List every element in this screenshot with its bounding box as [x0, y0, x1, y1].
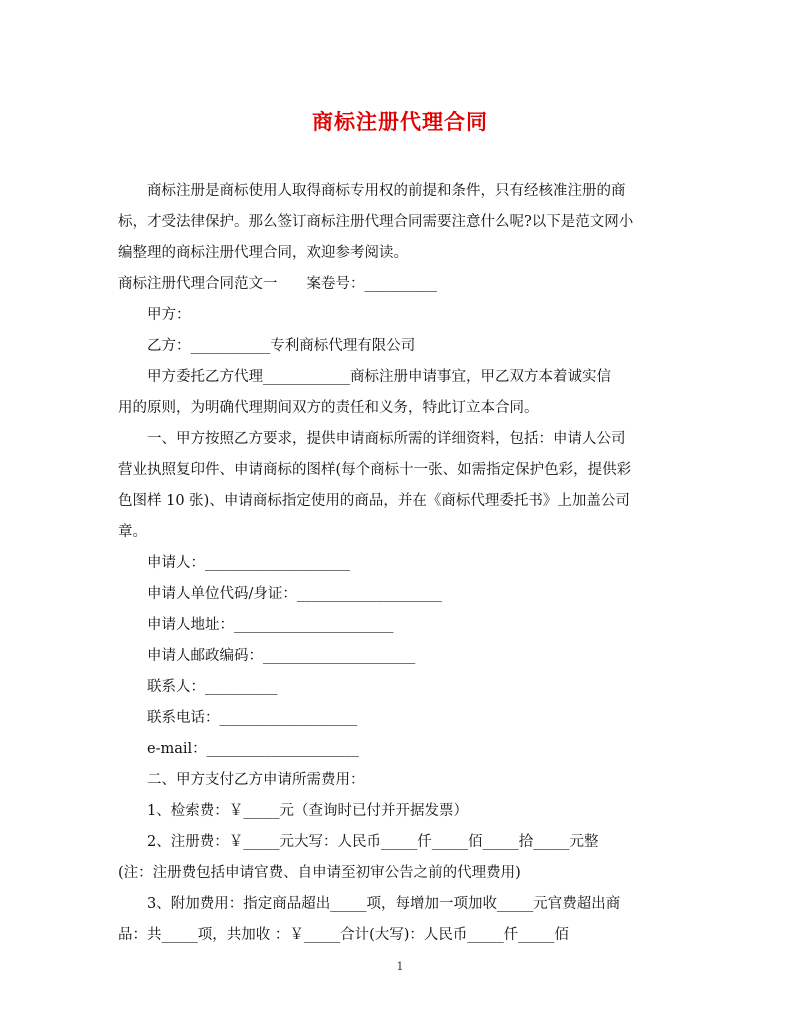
paragraph-line: 一、甲方按照乙方要求，提供申请商标所需的详细资料，包括：申请人公司	[147, 431, 626, 447]
paragraph-line: 申请人：____________________	[147, 555, 350, 571]
paragraph-line: (注：注册费包括申请官费、自申请至初审公告之前的代理费用)	[118, 865, 521, 881]
paragraph-line: 申请人地址：______________________	[147, 617, 394, 633]
paragraph-line: e-mail：_____________________	[147, 741, 359, 757]
paragraph-line: 品：共_____项，共加收 ：￥_____合计(大写)：人民币_____仟_____佰	[118, 927, 569, 943]
paragraph-line: 二、甲方支付乙方申请所需费用：	[147, 772, 365, 788]
paragraph-line: 色图样 10 张)、申请商标指定使用的商品，并在《商标代理委托书》上加盖公司	[118, 493, 630, 509]
paragraph-line: 编整理的商标注册代理合同，欢迎参考阅读。	[118, 245, 408, 261]
paragraph-line: 1、检索费：￥_____元（查询时已付并开据发票）	[147, 803, 468, 819]
paragraph-line: 申请人邮政编码：_____________________	[147, 648, 416, 664]
paragraph-line: 商标注册是商标使用人取得商标专用权的前提和条件，只有经核准注册的商	[147, 183, 626, 199]
paragraph-line: 营业执照复印件、申请商标的图样(每个商标十一张、如需指定保护色彩，提供彩	[118, 462, 632, 478]
document-title: 商标注册代理合同	[312, 109, 488, 134]
paragraph-line: 标，才受法律保护。那么签订商标注册代理合同需要注意什么呢?以下是范文网小	[118, 214, 634, 230]
page-number: 1	[396, 960, 404, 973]
paragraph-line: 联系人：__________	[147, 679, 278, 695]
paragraph-line: 商标注册代理合同范文一 案卷号：__________	[118, 276, 437, 292]
paragraph-line: 3、附加费用：指定商品超出_____项，每增加一项加收_____元官费超出商	[147, 896, 621, 912]
paragraph-line: 2、注册费：￥_____元大写：人民币_____仟_____佰_____拾_____元整	[147, 834, 599, 850]
paragraph-line: 联系电话：___________________	[147, 710, 358, 726]
paragraph-line: 用的原则，为明确代理期间双方的责任和义务，特此订立本合同。	[118, 400, 539, 416]
paragraph-line: 申请人单位代码/身证：____________________	[147, 586, 442, 602]
paragraph-line: 甲方：	[147, 307, 191, 323]
paragraph-line: 乙方：___________专利商标代理有限公司	[147, 338, 416, 354]
paragraph-line: 甲方委托乙方代理____________商标注册申请事宜，甲乙双方本着诚实信	[147, 369, 611, 385]
paragraph-line: 章。	[118, 524, 147, 540]
